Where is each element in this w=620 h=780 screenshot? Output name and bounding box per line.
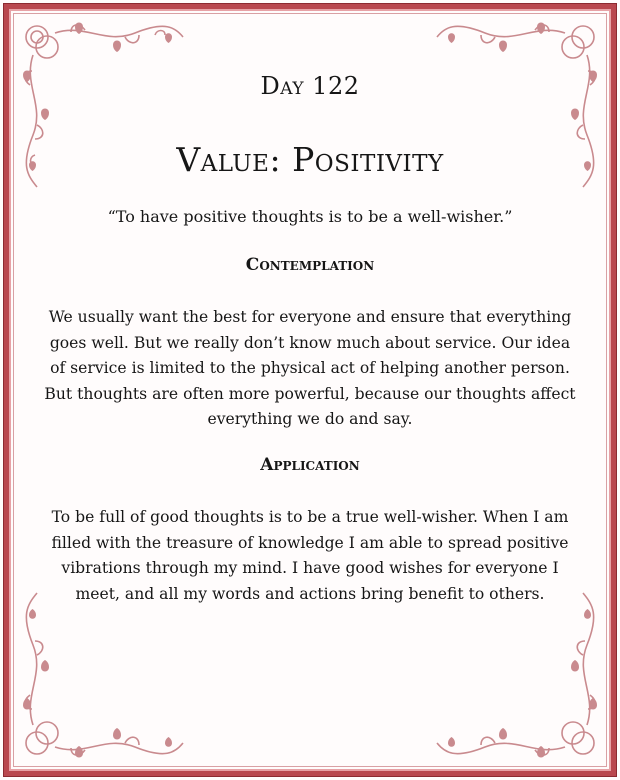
day-number: Day 122 bbox=[260, 72, 360, 100]
contemplation-heading: Contemplation bbox=[245, 255, 375, 275]
contemplation-paragraph: We usually want the best for everyone and ensure that everything goes well. But we really don’t know much about service. Our idea of service is limited to the physical act of helping another person. But thoughts are often more powerful, because our thoughts affect everything we do and say. bbox=[44, 308, 576, 428]
value-title: Value: Positivity bbox=[176, 140, 444, 179]
quote-text: “To have positive thoughts is to be a well-wisher.” bbox=[107, 207, 513, 226]
application-heading: Application bbox=[260, 455, 360, 475]
application-paragraph: To be full of good thoughts is to be a true well-wisher. When I am filled with the treasure of knowledge I am able to spread positive vibrations through my mind. I have good wishes for everyone I meet, and all my words and actions bring benefit to others. bbox=[51, 508, 569, 603]
